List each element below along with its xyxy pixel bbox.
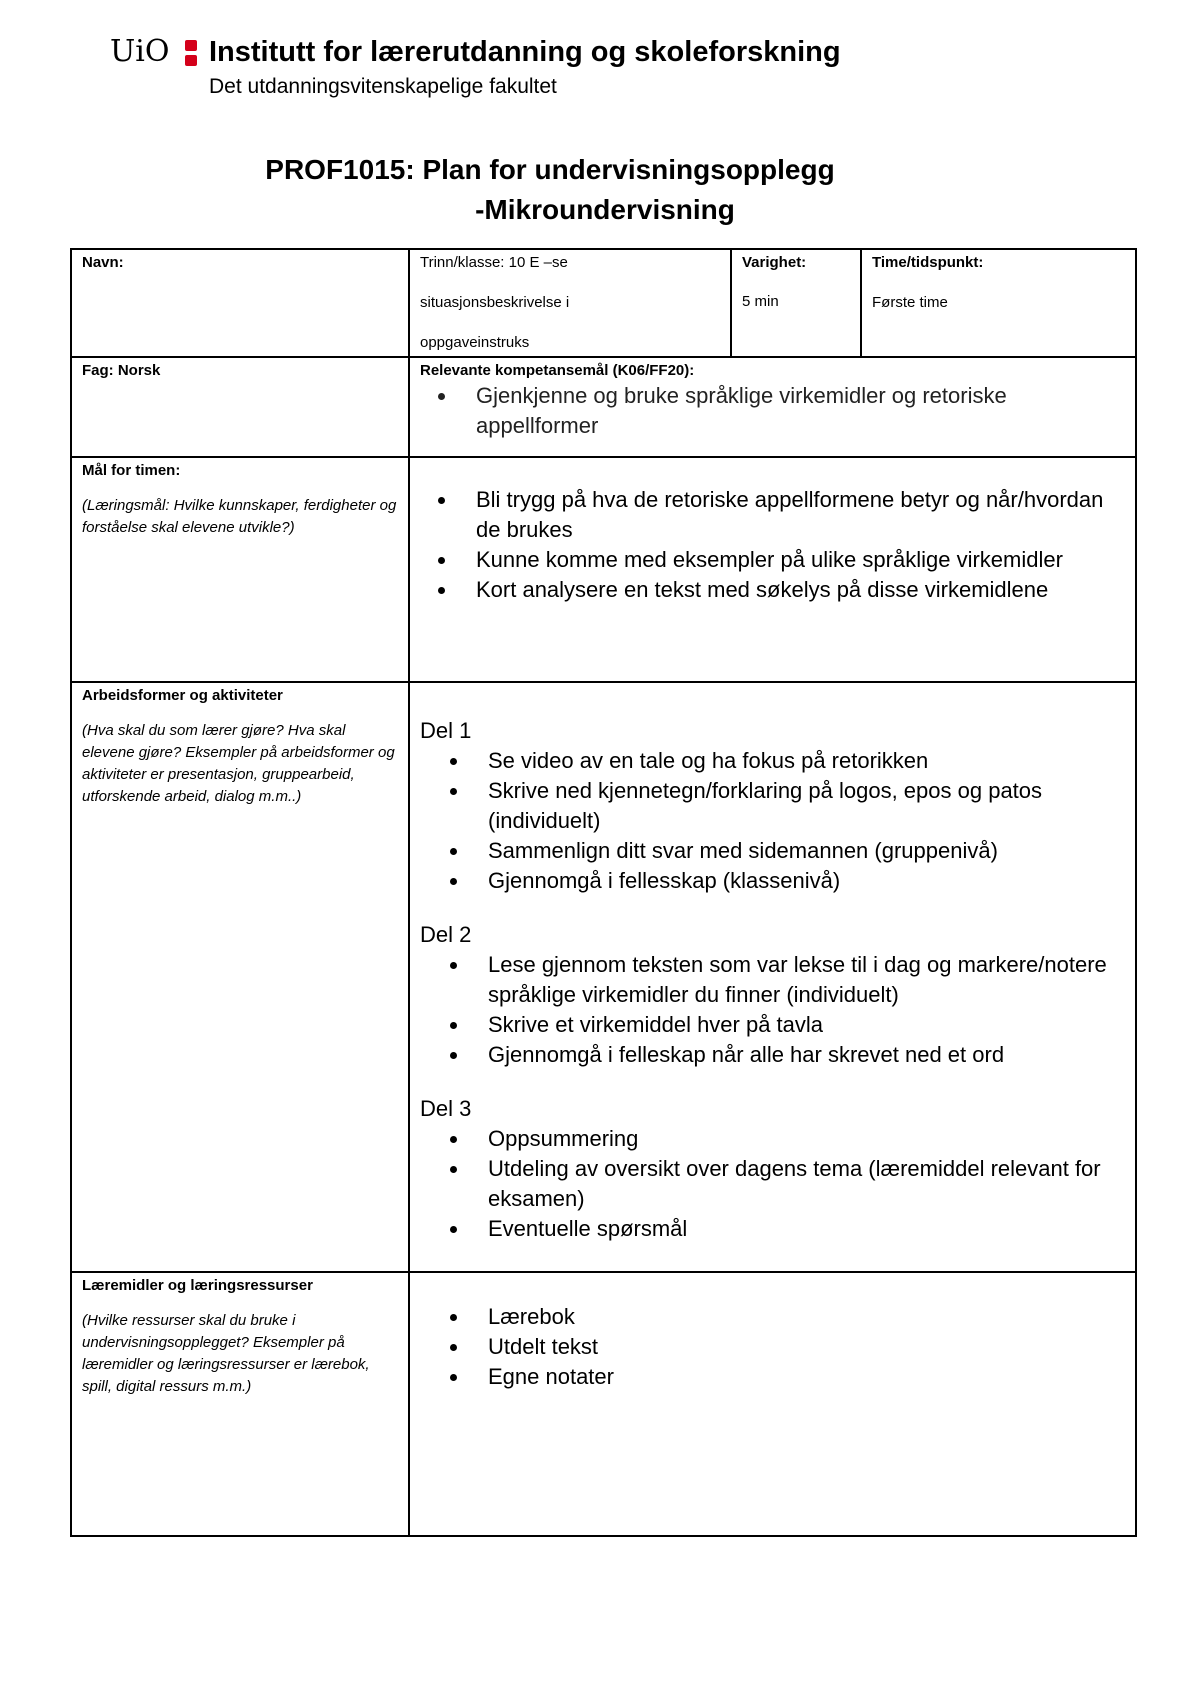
resources-cell [409, 1272, 1136, 1536]
info-row [71, 249, 1136, 357]
resources-list [420, 1302, 1125, 1392]
time-value: Første time [872, 294, 948, 311]
list-item: • Oppsummering [470, 1124, 1125, 1154]
class-line-2: situasjonsbeskrivelse i [420, 294, 570, 311]
resources-label-cell [71, 1272, 409, 1536]
list-item: • Egne notater [470, 1362, 1125, 1392]
activities-label: Arbeidsformer og aktiviteter [82, 687, 283, 704]
goals-label: Mål for timen: [82, 462, 181, 479]
name-cell [71, 249, 409, 357]
uio-logo-mark-icon [185, 40, 197, 66]
part-2-list [420, 950, 1125, 1070]
duration-cell [731, 249, 861, 357]
part-1-title: Del 1 [420, 718, 472, 743]
class-line-1: Trinn/klasse: 10 E –se [420, 254, 568, 271]
list-item: • Lærebok [470, 1302, 1125, 1332]
resources-row [71, 1272, 1136, 1536]
faculty-name: Det utdanningsvitenskapelige fakultet [209, 75, 557, 98]
list-item: • Se video av en tale og ha fokus på retorikken [470, 746, 1125, 776]
goals-hint: (Læringsmål: Hvilke kunnskaper, ferdigheter og forståelse skal elevene utvikle?) [82, 497, 397, 536]
class-line-3: oppgaveinstruks [420, 334, 530, 351]
list-item: • Gjenkjenne og bruke språklige virkemidler og retoriske appellformer [458, 381, 1125, 441]
competence-label: Relevante kompetansemål (K06/FF20): [420, 362, 695, 379]
subject-row [71, 357, 1136, 457]
list-item: • Kort analysere en tekst med søkelys på disse virkemidlene [458, 575, 1125, 605]
goals-row [71, 457, 1136, 682]
time-cell [861, 249, 1136, 357]
lesson-plan-table [70, 248, 1137, 1537]
list-item: • Utdelt tekst [470, 1332, 1125, 1362]
subject-label: Fag: Norsk [82, 362, 161, 379]
activities-hint: (Hva skal du som lærer gjøre? Hva skal elevene gjøre? Eksempler på arbeidsformer og aktiviteter er presentasjon, gruppearbeid, utforskende arbeid, dialog m.m..) [82, 722, 395, 805]
part-3-list [420, 1124, 1125, 1244]
goals-label-cell [71, 457, 409, 682]
time-label: Time/tidspunkt: [872, 254, 984, 271]
activities-row [71, 682, 1136, 1272]
activities-label-cell [71, 682, 409, 1272]
part-3-title: Del 3 [420, 1096, 472, 1121]
list-item: • Lese gjennom teksten som var lekse til i dag og markere/notere språklige virkemidler du finner (individuelt) [470, 950, 1125, 1010]
list-item: • Utdeling av oversikt over dagens tema (læremiddel relevant for eksamen) [470, 1154, 1125, 1214]
goals-cell [409, 457, 1136, 682]
document-title: PROF1015: Plan for undervisningsopplegg [265, 154, 835, 185]
list-item: • Sammenlign ditt svar med sidemannen (gruppenivå) [470, 836, 1125, 866]
part-1-list [420, 746, 1125, 896]
logo-text: UiO [110, 34, 170, 69]
list-item: • Bli trygg på hva de retoriske appellformene betyr og når/hvordan de brukes [458, 485, 1125, 545]
activities-cell [409, 682, 1136, 1272]
list-item: • Kunne komme med eksempler på ulike språklige virkemidler [458, 545, 1125, 575]
goals-list [420, 485, 1125, 605]
list-item: • Eventuelle spørsmål [470, 1214, 1125, 1244]
duration-value: 5 min [742, 293, 779, 310]
document-subtitle: -Mikroundervisning [475, 194, 735, 225]
uio-logo [110, 34, 169, 70]
list-item: • Gjennomgå i felleskap når alle har skrevet ned et ord [470, 1040, 1125, 1070]
institute-name: Institutt for lærerutdanning og skoleforskning [209, 36, 841, 68]
subject-cell [71, 357, 409, 457]
part-2-title: Del 2 [420, 922, 472, 947]
competence-list [420, 381, 1125, 441]
competence-cell [409, 357, 1136, 457]
list-item: • Skrive et virkemiddel hver på tavla [470, 1010, 1125, 1040]
resources-hint: (Hvilke ressurser skal du bruke i undervisningsopplegget? Eksempler på læremidler og læringsressurser er lærebok, spill, digital ressurs m.m.) [82, 1312, 370, 1395]
duration-label: Varighet: [742, 254, 807, 271]
name-label: Navn: [82, 254, 124, 271]
class-cell [409, 249, 731, 357]
list-item: • Skrive ned kjennetegn/forklaring på logos, epos og patos (individuelt) [470, 776, 1125, 836]
resources-label: Læremidler og læringsressurser [82, 1277, 313, 1294]
list-item: • Gjennomgå i fellesskap (klassenivå) [470, 866, 1125, 896]
